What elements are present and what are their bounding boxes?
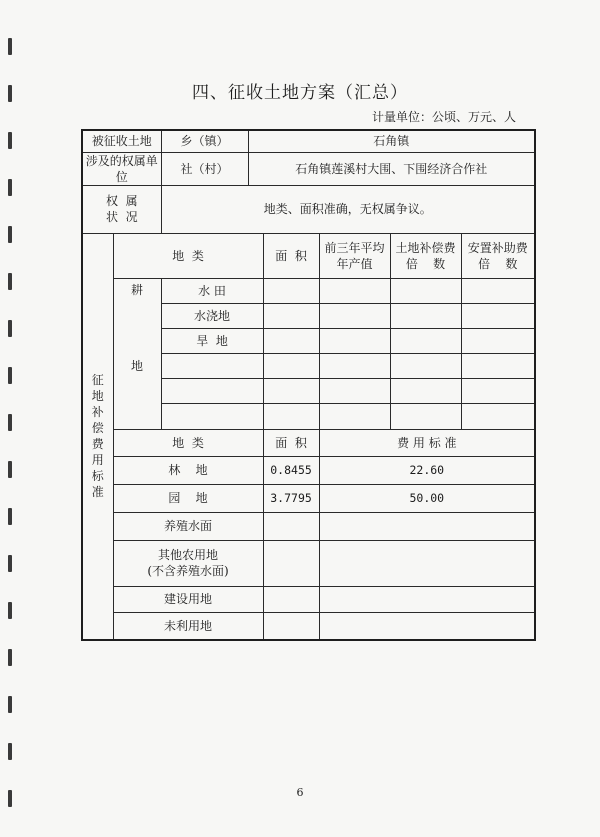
cultivated-type [161,353,263,378]
township-label: 乡（镇） [161,130,248,152]
land-name-line1: 其他农用地 [158,548,219,562]
other-land-row [82,586,535,612]
land-name: 林 地 [113,456,263,484]
ownership-status-value: 地类、面积准确，无权属争议。 [161,185,535,233]
header-land-comp-line1: 土地补偿费 [395,240,456,255]
ownership-status-label-line2: 状 况 [105,210,138,224]
cultivated-type: 水 田 [161,278,263,303]
land-standard: 22.60 [319,456,535,484]
header-resettle-line2: 倍 数 [478,256,518,271]
land-name: 园 地 [113,484,263,512]
other-land-row [82,456,535,484]
other-land-row [82,540,535,586]
land-name [113,540,263,586]
owner-label-line1: 被征收土地 [82,130,161,152]
land-area [263,612,319,640]
header-resettle-line1: 安置补助费 [467,240,528,255]
other-land-row [82,612,535,640]
header-resettle [461,233,535,278]
land-standard [319,612,535,640]
side-char: 地 [91,389,104,404]
side-char: 征 [91,373,104,388]
cultivated-type [161,378,263,403]
land-standard [319,512,535,540]
cultivated-type: 水浇地 [161,303,263,328]
header-avg-output-line1: 前三年平均 [324,240,385,255]
land-standard: 50.00 [319,484,535,512]
village-value: 石角镇莲溪村大围、下围经济合作社 [248,152,535,185]
cultivated-row [82,278,535,303]
land-name-line2: (不含养殖水面) [147,564,229,578]
side-char: 费 [91,437,104,452]
other-header-row [82,429,535,456]
compensation-side-label [82,233,113,640]
ownership-status-label [82,185,161,233]
cultivated-type: 旱 地 [161,328,263,353]
header-avg-output [319,233,390,278]
ownership-status-row [82,185,535,233]
header-land-class: 地 类 [113,233,263,278]
side-char: 标 [91,469,104,484]
header-land-comp [390,233,461,278]
land-standard [319,586,535,612]
cultivated-label [113,278,161,429]
cultivated-type [161,403,263,429]
header-area: 面 积 [263,233,319,278]
page-number: 6 [296,786,304,799]
owner-row-township [82,130,535,152]
township-value: 石角镇 [248,130,535,152]
land-name: 养殖水面 [113,512,263,540]
other-land-row [82,484,535,512]
side-char: 偿 [91,421,104,436]
side-char: 用 [91,453,104,468]
owner-row-village [82,152,535,185]
land-area [263,512,319,540]
header-avg-output-line2: 年产值 [336,256,373,271]
comp-header-row [82,233,535,278]
land-standard [319,540,535,586]
header2-standard: 费 用 标 准 [319,429,535,456]
ownership-status-label-line1: 权 属 [105,194,138,208]
header2-land-class: 地 类 [113,429,263,456]
side-char: 补 [91,405,104,420]
binder-holes [8,38,14,837]
header-land-comp-line2: 倍 数 [405,256,446,271]
land-name: 未利用地 [113,612,263,640]
side-char: 准 [91,485,104,500]
owner-label-line2: 涉及的权属单位 [82,152,161,185]
cultivated-label-bottom: 地 [131,358,144,373]
header2-area: 面 积 [263,429,319,456]
other-land-row [82,512,535,540]
land-area [263,540,319,586]
cultivated-label-top: 耕 [131,282,144,297]
page-title: 四、征收土地方案（汇总） [192,83,408,103]
land-acquisition-table [81,129,536,641]
unit-note: 计量单位：公顷、万元、人 [371,110,516,124]
land-name: 建设用地 [113,586,263,612]
land-area: 0.8455 [263,456,319,484]
village-label: 社（村） [161,152,248,185]
land-area [263,586,319,612]
land-area: 3.7795 [263,484,319,512]
